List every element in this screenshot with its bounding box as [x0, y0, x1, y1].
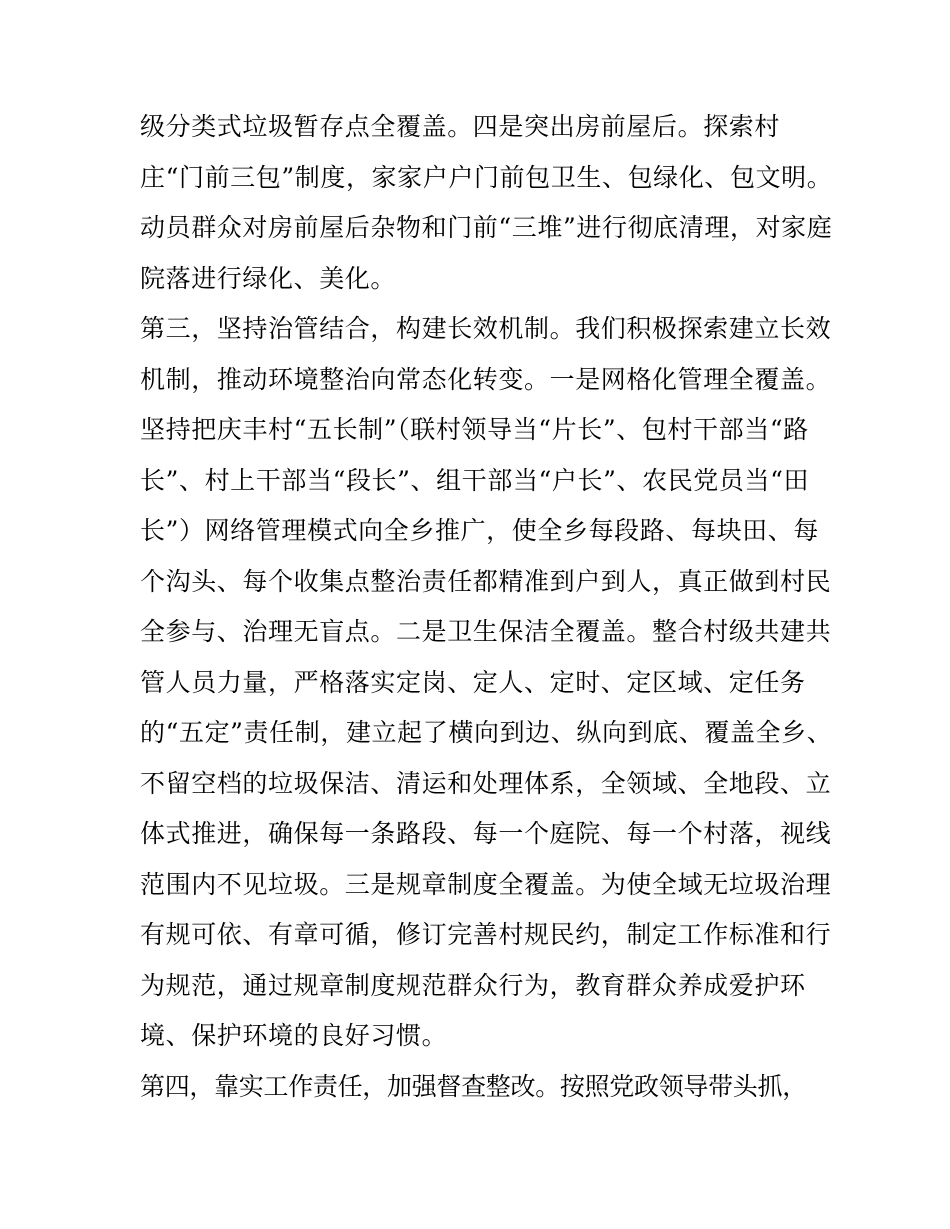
text-line: 长”）网络管理模式向全乡推广，使全乡每段路、每块田、每 — [140, 516, 819, 545]
text-line: 机制，推动环境整治向常态化转变。一是网格化管理全覆盖。 — [140, 364, 832, 394]
text-line: 范围内不见垃圾。三是规章制度全覆盖。为使全域无垃圾治理 — [140, 869, 832, 899]
text-line: 的“五定”责任制，建立起了横向到边、纵向到底、覆盖全乡、 — [140, 718, 833, 747]
text-line: 不留空档的垃圾保洁、清运和处理体系，全领域、全地段、立 — [140, 768, 832, 798]
text-line: 第四，靠实工作责任，加强督查整改。按照党政领导带头抓， — [140, 1071, 807, 1101]
text-line: 为规范，通过规章制度规范群众行为，教育群众养成爱护环 — [140, 970, 806, 1000]
text-line: 有规可依、有章可循，修订完善村规民约，制定工作标准和行 — [140, 920, 832, 949]
text-line: 个沟头、每个收集点整治责任都精准到户到人，真正做到村民 — [140, 566, 832, 596]
text-line: 第三，坚持治管结合，构建长效机制。我们积极探索建立长效 — [140, 314, 832, 343]
text-line: 级分类式垃圾暂存点全覆盖。四是突出房前屋后。探索村 — [140, 112, 781, 141]
text-line: 全参与、治理无盲点。二是卫生保洁全覆盖。整合村级共建共 — [140, 617, 832, 646]
text-line: 体式推进，确保每一条路段、每一个庭院、每一个村落，视线 — [140, 819, 832, 848]
text-line: 坚持把庆丰村“五长制”（联村领导当“片长”、包村干部当“路 — [140, 415, 809, 444]
text-line: 管人员力量，严格落实定岗、定人、定时、定区域、定任务 — [140, 667, 806, 697]
text-line: 动员群众对房前屋后杂物和门前“三堆”进行彻底清理，对家庭 — [140, 213, 833, 242]
text-line: 长”、村上干部当“段长”、组干部当“户长”、农民党员当“田 — [140, 465, 810, 495]
text-line: 院落进行绿化、美化。 — [140, 263, 397, 293]
text-line: 境、保护环境的良好习惯。 — [140, 1021, 448, 1050]
text-line: 庄“门前三包”制度，家家户户门前包卫生、包绿化、包文明。 — [140, 162, 833, 192]
body-text — [140, 102, 833, 1112]
